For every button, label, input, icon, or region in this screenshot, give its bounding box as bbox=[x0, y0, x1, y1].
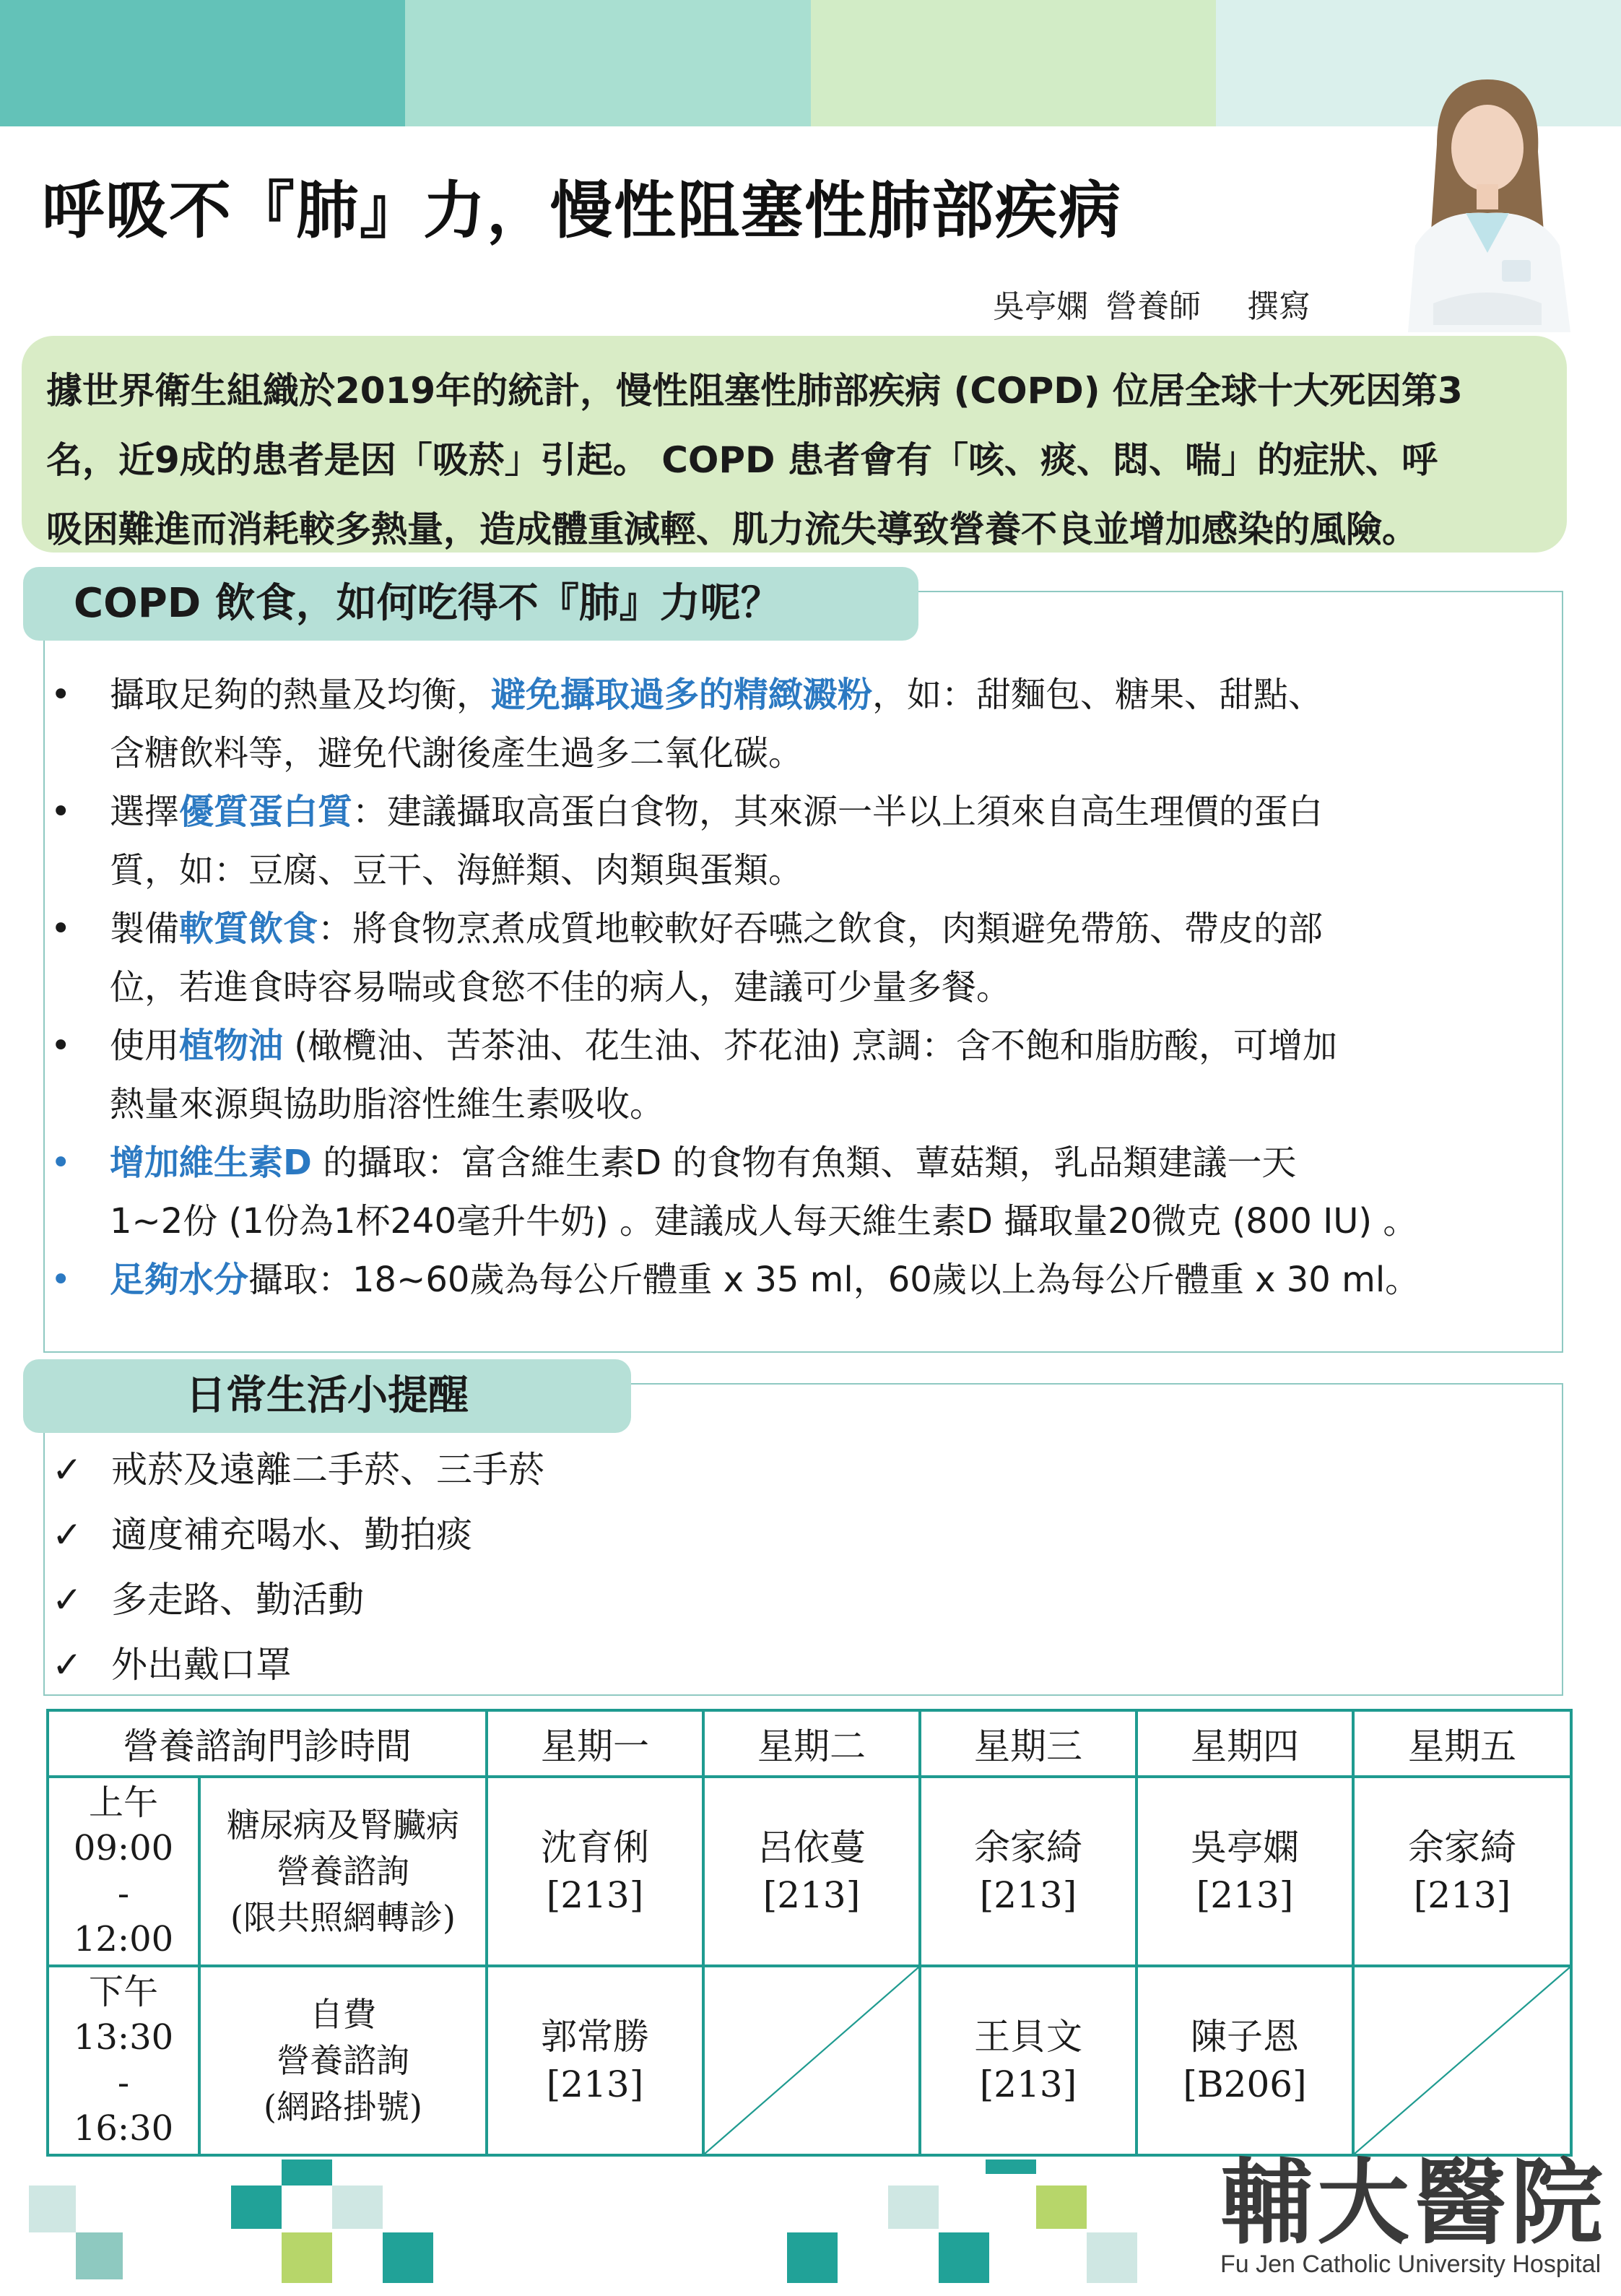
list-item: ✓ 適度補充喝水、勤拍痰 bbox=[52, 1502, 544, 1567]
list-item: • 足夠水分攝取：18~60歲為每公斤體重 x 35 ml，60歲以上為每公斤體重 x 30 ml。 bbox=[51, 1251, 1567, 1309]
intro-line: 名，近9成的患者是因「吸菸」引起。 COPD 患者會有「咳、痰、悶、喘」的症狀、呼 bbox=[46, 439, 1438, 481]
slot-cell: 余家綺 [213] bbox=[920, 1777, 1137, 1966]
clinic-schedule-table bbox=[46, 1709, 1573, 2157]
time-cell: 下午 13:30 - 16:30 bbox=[48, 1966, 199, 2155]
hospital-logo bbox=[1220, 2149, 1608, 2279]
author-line bbox=[993, 280, 1311, 326]
author-photo bbox=[1394, 65, 1581, 332]
logo-english: Fu Jen Catholic University Hospital bbox=[1220, 2250, 1602, 2278]
intro-box bbox=[22, 336, 1567, 553]
author-role: 營養師 bbox=[1105, 288, 1201, 325]
service-cell: 自費 營養諮詢 (網路掛號) bbox=[199, 1966, 487, 2155]
slot-cell: 吳亭嫻 [213] bbox=[1137, 1777, 1353, 1966]
bullet-icon: • bbox=[51, 675, 71, 715]
day-header: 星期三 bbox=[920, 1710, 1137, 1777]
day-header: 星期五 bbox=[1353, 1710, 1571, 1777]
bullet-icon: • bbox=[51, 792, 71, 832]
intro-line: 據世界衛生組織於2019年的統計，慢性阻塞性肺部疾病 (COPD) 位居全球十大死因第3 bbox=[46, 370, 1463, 412]
author-verb: 撰寫 bbox=[1247, 288, 1311, 325]
empty-slot-cell bbox=[703, 1966, 920, 2155]
list-item: ✓ 戒菸及遠離二手菸、三手菸 bbox=[52, 1437, 544, 1502]
diagonal-line bbox=[1355, 1967, 1570, 2154]
list-item: • 增加維生素D 的攝取：富含維生素D 的食物有魚類、蕈菇類，乳品類建議一天 1~2份 (1份為1杯240毫升牛奶) 。建議成人每天維生素D 攝取量20微克 (800 IU) 。 bbox=[51, 1134, 1567, 1251]
top-color-band bbox=[0, 0, 1621, 126]
table-row bbox=[48, 1966, 1571, 2155]
bullet-icon: • bbox=[51, 1026, 71, 1066]
author-name: 吳亭嫻 bbox=[993, 288, 1088, 325]
tips-list bbox=[52, 1437, 544, 1697]
checkmark-icon: ✓ bbox=[52, 1449, 82, 1491]
diet-section-heading: COPD 飲食，如何吃得不『肺』力呢？ bbox=[23, 567, 918, 641]
list-item: • 選擇優質蛋白質：建議攝取高蛋白食物，其來源一半以上須來自高生理價的蛋白 質，如：豆腐、豆干、海鮮類、肉類與蛋類。 bbox=[51, 783, 1567, 900]
day-header: 星期四 bbox=[1137, 1710, 1353, 1777]
logo-chinese: 輔大醫院 bbox=[1220, 2149, 1608, 2257]
diet-list bbox=[51, 666, 1567, 1309]
day-header: 星期一 bbox=[487, 1710, 703, 1777]
table-row bbox=[48, 1777, 1571, 1966]
intro-line: 吸困難進而消耗較多熱量，造成體重減輕、肌力流失導致營養不良並增加感染的風險。 bbox=[46, 508, 1418, 550]
empty-slot-cell bbox=[1353, 1966, 1571, 2155]
slot-cell: 郭常勝 [213] bbox=[487, 1966, 703, 2155]
checkmark-icon: ✓ bbox=[52, 1644, 82, 1686]
checkmark-icon: ✓ bbox=[52, 1579, 82, 1621]
slot-cell: 陳子恩 [B206] bbox=[1137, 1966, 1353, 2155]
slot-cell: 王貝文 [213] bbox=[920, 1966, 1137, 2155]
decorative-blocks bbox=[0, 2159, 1227, 2296]
list-item: ✓ 外出戴口罩 bbox=[52, 1632, 544, 1697]
tips-section-heading: 日常生活小提醒 bbox=[23, 1359, 631, 1433]
list-item: • 製備軟質飲食：將食物烹煮成質地較軟好吞嚥之飲食，肉類避免帶筋、帶皮的部 位，若進食時容易喘或食慾不佳的病人，建議可少量多餐。 bbox=[51, 900, 1567, 1017]
service-cell: 糖尿病及腎臟病 營養諮詢 (限共照網轉診) bbox=[199, 1777, 487, 1966]
bullet-icon: • bbox=[51, 1260, 71, 1300]
diagonal-line bbox=[705, 1967, 918, 2154]
slot-cell: 余家綺 [213] bbox=[1353, 1777, 1571, 1966]
bullet-icon: • bbox=[51, 1143, 71, 1183]
time-cell: 上午 09:00 - 12:00 bbox=[48, 1777, 199, 1966]
schedule-header: 營養諮詢門診時間 bbox=[48, 1710, 487, 1777]
slot-cell: 呂依蔓 [213] bbox=[703, 1777, 920, 1966]
list-item: ✓ 多走路、勤活動 bbox=[52, 1567, 544, 1632]
list-item: • 使用植物油 (橄欖油、苦茶油、花生油、芥花油) 烹調：含不飽和脂肪酸，可增加 熱量來源與協助脂溶性維生素吸收。 bbox=[51, 1017, 1567, 1134]
table-header-row bbox=[48, 1710, 1571, 1777]
checkmark-icon: ✓ bbox=[52, 1514, 82, 1556]
page-title: 呼吸不『肺』力，慢性阻塞性肺部疾病 bbox=[42, 175, 1122, 247]
bullet-icon: • bbox=[51, 909, 71, 949]
slot-cell: 沈育俐 [213] bbox=[487, 1777, 703, 1966]
day-header: 星期二 bbox=[703, 1710, 920, 1777]
list-item: • 攝取足夠的熱量及均衡，避免攝取過多的精緻澱粉，如：甜麵包、糖果、甜點、 含糖飲料等，避免代謝後產生過多二氧化碳。 bbox=[51, 666, 1567, 783]
